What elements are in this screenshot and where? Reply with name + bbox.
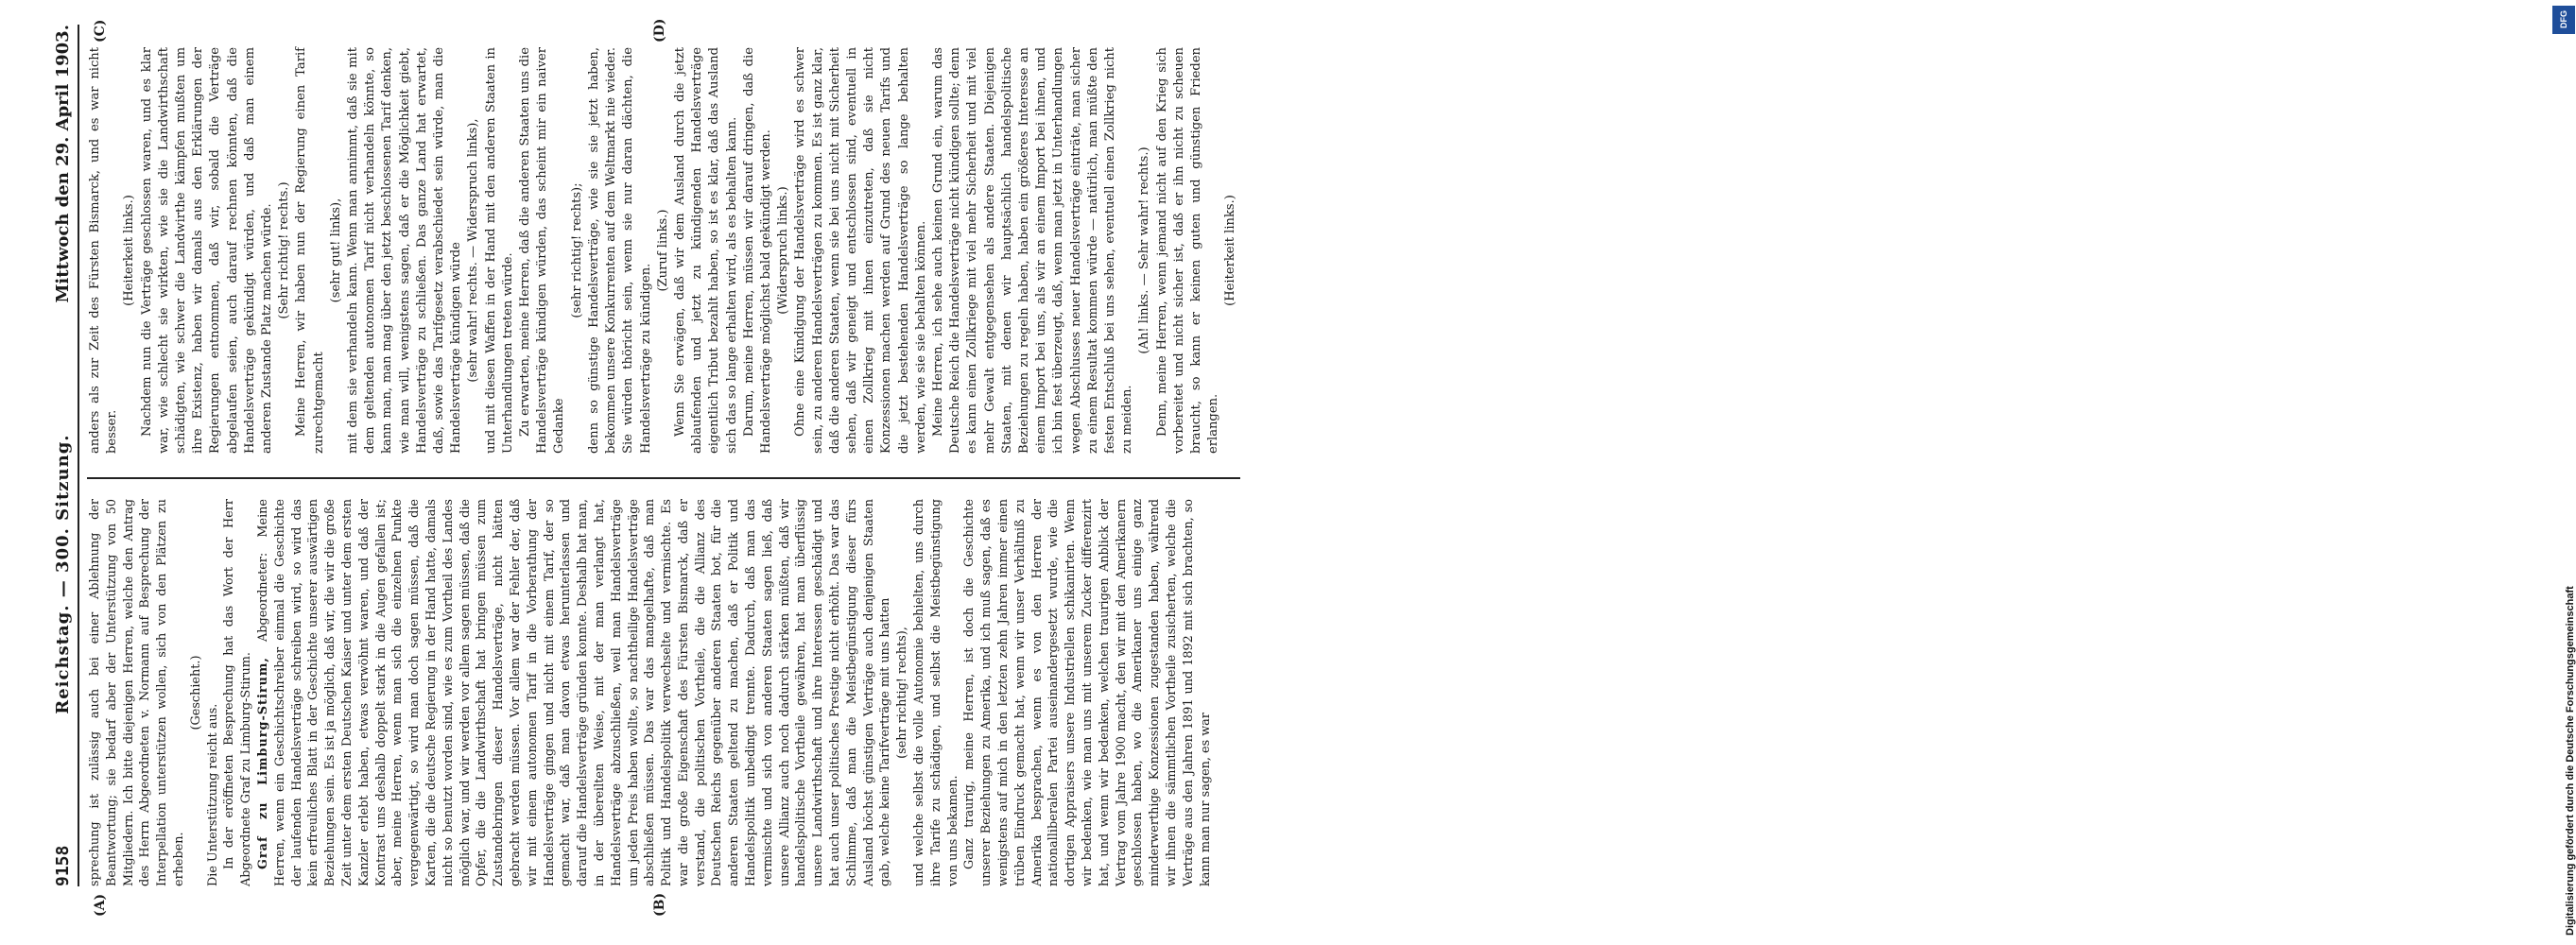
interjection: (sehr richtig! rechts), bbox=[895, 627, 910, 759]
interjection: (sehr wahr! rechts. — Widerspruch links), bbox=[466, 118, 481, 383]
session-title: Reichstag. — 300. Sitzung. bbox=[52, 434, 73, 714]
text-paragraph: mit dem sie verhandeln kann. Wenn man annimmt, daß sie mit dem geltenden autonomen Tarif nicht verhandeln könnte, so kann man, man mag über den jetzt beschlossenen Tarif denken, wie man will, wenigstens sagen, daß er die Möglichkeit giebt, Handelsverträge zu schließen. Das ganze Land hat erwartet, daß, sowie das Tarifgesetz verabschiedet sein würde, man die Handelsverträge kündigen würde bbox=[346, 47, 464, 454]
text-paragraph: Meine Herren, ich sehe auch keinen Grund ein, warum das Deutsche Reich die Handelsverträge nicht kündigen sollte; denn es kann einen Zollkriege mit viel mehr Sicherheit und mit viel mehr Gewalt entgegensehen als andere Staaten. Diejenigen Staaten, mit denen wir hauptsächlich handelspolitische Beziehungen zu regeln haben, haben ein größeres Interesse an einem Import bei uns, als wir an einem Import bei ihnen, und ich bin fest überzeugt, daß, wenn man jetzt in Unterhandlungen wegen Abschlusses neuer Handelsverträge einträte, man sicher zu einem Resultat kommen würde — natürlich, man müßte den festen Entschluß bei uns sehen, eventuell einen Zollkrieg nicht zu meiden. bbox=[930, 47, 1135, 454]
text-paragraph: Ohne eine Kündigung der Handelsverträge wird es schwer sein, zu anderen Handelsverträgen zu kommen. Es ist ganz klar, daß die anderen Staaten, wenn sie bei uns nicht mit Sicherheit sehen, daß wir geneigt und entschlossen sind, eventuell in einen Zollkrieg mit ihnen einzutreten, daß sie nicht Konzessionen machen werden auf Grund des neuen Tarifs und die jetzt bestehenden Handelsverträge so lange behalten werden, wie sie sie behalten können. bbox=[793, 47, 928, 454]
text-paragraph: In der eröffneten Besprechung hat das Wort der Herr Abgeordnete Graf zu Limburg-Stirum. bbox=[222, 499, 254, 886]
left-text-column bbox=[87, 499, 1240, 886]
interjection: (sehr gut! links), bbox=[328, 198, 343, 303]
speech-paragraph bbox=[255, 499, 894, 886]
text-paragraph: Meine Herren, wir haben nun der Regierung einen Tarif zurechtgemacht bbox=[294, 47, 326, 454]
text-paragraph: Die Unterstützung reicht aus. bbox=[205, 703, 220, 886]
interjection: (Geschieht.) bbox=[188, 655, 203, 730]
text-paragraph: anders als zur Zeit des Fürsten Bismarck, und es war nicht besser. bbox=[88, 47, 120, 454]
text-paragraph: denn so günstige Handelsverträge, wie sie sie jetzt haben, bekommen unsere Konkurrenten auf dem Weltmarkt nie wieder. Sie würden thöricht sein, wenn sie nur daran dächten, die Handelsverträge zu kündigen. bbox=[586, 47, 653, 454]
text-paragraph: Denn, meine Herren, wenn jemand nicht auf den Krieg sich vorbereitet und nicht sicher ist, daß er ihn nicht zu scheuen braucht, so kann er keinen guten und günstigen Frieden erlangen. bbox=[1154, 47, 1221, 454]
interjection: (Heiterkeit links.) bbox=[122, 195, 137, 306]
interjection: (Sehr richtig! rechts.) bbox=[277, 181, 292, 319]
interjection: (Zuruf links.) bbox=[655, 209, 670, 292]
margin-marker-a: (A) bbox=[93, 893, 108, 917]
interjection: (sehr richtig! rechts); bbox=[569, 182, 584, 318]
session-date: Mittwoch den 29. April 1903. bbox=[52, 25, 73, 303]
text-paragraph: sprechung ist zulässig auch bei einer Ablehnung der Beantwortung; sie bedarf aber der Unterstützung von 50 Mitgliedern. Ich bitte diejenigen Herren, welche den Antrag des Herrn Abgeordneten v. Normann auf Besprechung der Interpellation unterstützen wollen, sich von den Plätzen zu erheben. bbox=[88, 499, 186, 886]
text-paragraph: Wenn Sie erwägen, daß wir dem Ausland durch die jetzt ablaufenden und jetzt zu kündigenden Handelsverträge eigentlich Tribut bezahlt haben, so ist es klar, daß das Ausland sich das so lange erhalten wird, als es behalten kann. bbox=[672, 47, 739, 454]
digitization-stamp bbox=[1274, 0, 2576, 945]
interjection: (Heiterkeit links.) bbox=[1223, 195, 1238, 306]
margin-marker-c: (C) bbox=[93, 19, 108, 43]
dfg-credit-text: Digitalisierung gefördert durch die Deutsche Forschungsgemeinschaft bbox=[2565, 586, 2576, 936]
dfg-logo: DFG bbox=[2552, 6, 2575, 34]
interjection: (Widerspruch links.) bbox=[776, 186, 791, 315]
text-paragraph: Darum, meine Herren, müssen wir darauf dringen, daß die Handelsverträge möglichst bald gekündigt werden. bbox=[741, 47, 773, 454]
page-header bbox=[47, 25, 79, 886]
text-paragraph: Nachdem nun die Verträge geschlossen waren, und es klar war, wie schlecht sie wirkten, wie sie die Landwirthschaft schädigten, wie schwer die Landwirthe kämpfen mußten um ihre Existenz, haben wir damals aus den Erklärungen der Regierungen entnommen, daß wir, sobald die Verträge abgelaufen seien, auch darauf rechnen könnten, daß die Handelsverträge gekündigt würden, und daß man einem anderen Zustande Platz machen würde. bbox=[139, 47, 275, 454]
right-text-column bbox=[87, 47, 1240, 454]
text-paragraph: Zu erwarten, meine Herren, daß die anderen Staaten uns die Handelsverträge kündigen würden, das scheint mir ein naiver Gedanke bbox=[518, 47, 567, 454]
speaker-name: Graf zu Limburg-Stirum, bbox=[255, 657, 270, 869]
speech-text: Abgeordneter: Meine Herren, wenn ein Geschichtschreiber einmal die Geschichte der laufenden Handelsverträge schreiben wird, so wird das kein erfreuliches Blatt in der Geschichte unserer auswärtigen Beziehungen sein. Es ist ja möglich, daß wir, die wir die große Zeit unter dem ersten Deutschen Kaiser und unter dem ersten Kanzler erlebt haben, etwas verwöhnt waren, und daß der Kontrast uns deshalb doppelt stark in die Augen gefallen ist; aber, meine Herren, wenn man sich die einzelnen Punkte vergegenwärtigt, so wird man doch sagen müssen, daß die Karten, die die deutsche Regierung in der Hand hatte, damals nicht so benutzt worden sind, wie es zum Vortheil des Landes möglich war, und wir werden vor allem sagen müssen, daß die Opfer, die die Landwirthschaft hat bringen müssen zum Zustandebringen dieser Handelsverträge, nicht hätten gebracht werden müssen. Vor allem war der Fehler der, daß wir mit einem autonomen Tarif in die Vorberathung der Handelsverträge gingen und nicht mit einem Tarif, der so gemacht war, daß man davon etwas herunterlassen und darauf die Handelsverträge gründen konnte. Deshalb hat man, in der übereilten Weise, mit der man verlangt hat, Handelsverträge abzuschließen, weil man Handelsverträge um jeden Preis haben wollte, so nachtheilige Handelsverträge abschließen müssen. Das war das mangelhafte, daß man Politik und Handelspolitik verwechselte und vermischte. Es war die große Eigenschaft des Fürsten Bismarck, daß er verstand, die politischen Vortheile, die die Allianz des Deutschen Reichs gegenüber anderen Staaten bot, für die anderen Staaten geltend zu machen, daß er Politik und Handelspolitik unbedingt trennte. Dadurch, daß man das vermischte und sich von anderen Staaten sagen ließ, daß unsere Allianz auch noch dadurch stärken müßten, daß wir handelspolitische Vortheile gewähren, hat man überflüssig unsere Landwirthschaft und ihre Interessen geschädigt und hat auch unser politisches Prestige nicht erhöht. Das war das Schlimme, daß man die Meistbegünstigung dieser fürs Ausland höchst günstigen Verträge auch denjenigen Staaten gab, welche keine Tarifverträge mit uns hatten bbox=[255, 499, 893, 886]
text-paragraph: Ganz traurig, meine Herren, ist doch die Geschichte unserer Beziehungen zu Amerika, und ich muß sagen, daß es wenigstens auf mich in den letzten zehn Jahren immer einen trüben Eindruck gemacht hat, wenn wir unser Verhältniß zu Amerika besprachen, wenn es von den Herren der nationalliberalen Partei auseinandergesetzt wurde, wie die dortigen Appraisers unsere Industriellen schikanirten. Wenn wir bedenken, wie man uns mit unserem Zucker differenzirt hat, und wenn wir bedenken, welchen traurigen Anblick der Vertrag vom Jahre 1900 macht, den wir mit den Amerikanern geschlossen haben, wo die Amerikaner uns einige ganz minderwerthige Konzessionen zugestanden haben, während wir ihnen die sämmtlichen Vortheile zusicherten, welche die Verträge aus den Jahren 1891 und 1892 mit sich brachten, so kann man nur sagen, es war bbox=[962, 499, 1213, 886]
text-paragraph: und welche selbst die volle Autonomie behielten, uns durch ihre Tarife zu schädigen, und selbst die Meistbegünstigung von uns bekamen. bbox=[912, 499, 960, 886]
column-divider bbox=[87, 477, 1240, 479]
margin-marker-b: (B) bbox=[652, 892, 667, 917]
page-number: 9158 bbox=[52, 845, 73, 886]
interjection: (Ah! links. — Sehr wahr! rechts.) bbox=[1137, 146, 1152, 354]
margin-marker-d: (D) bbox=[652, 18, 667, 43]
text-paragraph: und mit diesen Waffen in der Hand mit den anderen Staaten in Unterhandlungen treten würde. bbox=[483, 47, 515, 454]
